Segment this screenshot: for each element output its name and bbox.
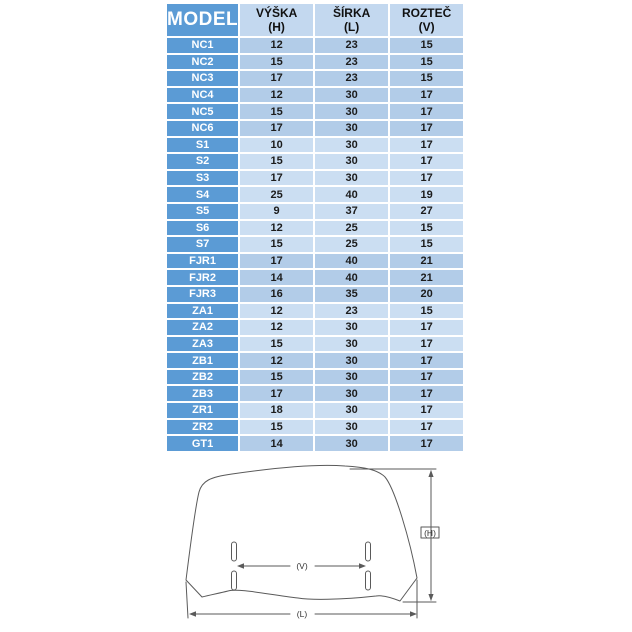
- sirka-cell: 30: [315, 386, 388, 401]
- vyska-cell: 15: [240, 154, 313, 169]
- sirka-cell: 23: [315, 38, 388, 53]
- header-sirka-title: ŠÍRKA: [332, 6, 371, 20]
- sirka-cell: 23: [315, 71, 388, 86]
- sirka-cell: 30: [315, 320, 388, 335]
- model-cell: NC2: [167, 55, 238, 70]
- vyska-cell: 12: [240, 38, 313, 53]
- model-cell: NC1: [167, 38, 238, 53]
- model-cell: S1: [167, 138, 238, 153]
- roztec-cell: 17: [390, 121, 463, 136]
- sirka-cell: 30: [315, 353, 388, 368]
- roztec-cell: 17: [390, 138, 463, 153]
- header-sirka-sub: (L): [343, 20, 360, 34]
- roztec-cell: 17: [390, 353, 463, 368]
- model-cell: S3: [167, 171, 238, 186]
- roztec-cell: 17: [390, 436, 463, 451]
- roztec-cell: 27: [390, 204, 463, 219]
- roztec-cell: 15: [390, 38, 463, 53]
- model-cell: S5: [167, 204, 238, 219]
- vyska-cell: 12: [240, 304, 313, 319]
- model-cell: S4: [167, 187, 238, 202]
- sirka-cell: 40: [315, 254, 388, 269]
- vyska-cell: 15: [240, 420, 313, 435]
- windscreen-outline: [186, 465, 417, 601]
- model-cell: ZR2: [167, 420, 238, 435]
- sirka-cell: 30: [315, 420, 388, 435]
- sirka-cell: 23: [315, 304, 388, 319]
- width-arrow-right: [410, 611, 417, 617]
- mount-slot-bottom-left: [232, 571, 237, 590]
- roztec-cell: 21: [390, 254, 463, 269]
- roztec-cell: 15: [390, 237, 463, 252]
- roztec-cell: 17: [390, 370, 463, 385]
- model-cell: ZA2: [167, 320, 238, 335]
- sirka-cell: 30: [315, 171, 388, 186]
- vyska-cell: 17: [240, 254, 313, 269]
- model-cell: NC5: [167, 104, 238, 119]
- width-arrow-left: [189, 611, 196, 617]
- vyska-cell: 18: [240, 403, 313, 418]
- model-cell: FJR1: [167, 254, 238, 269]
- vyska-cell: 12: [240, 88, 313, 103]
- sirka-cell: 30: [315, 154, 388, 169]
- vyska-cell: 14: [240, 436, 313, 451]
- height-arrow-bottom: [428, 594, 433, 601]
- sirka-cell: 30: [315, 121, 388, 136]
- height-arrow-top: [428, 470, 433, 477]
- sirka-cell: 23: [315, 55, 388, 70]
- roztec-cell: 17: [390, 386, 463, 401]
- roztec-cell: 17: [390, 88, 463, 103]
- sirka-cell: 35: [315, 287, 388, 302]
- vyska-cell: 15: [240, 337, 313, 352]
- vyska-cell: 15: [240, 55, 313, 70]
- roztec-cell: 17: [390, 171, 463, 186]
- header-model: MODEL: [167, 4, 238, 36]
- vyska-cell: 15: [240, 370, 313, 385]
- vyska-cell: 15: [240, 237, 313, 252]
- roztec-cell: 19: [390, 187, 463, 202]
- model-cell: S7: [167, 237, 238, 252]
- sirka-cell: 37: [315, 204, 388, 219]
- sirka-cell: 40: [315, 187, 388, 202]
- model-cell: ZR1: [167, 403, 238, 418]
- vyska-cell: 12: [240, 320, 313, 335]
- model-cell: NC4: [167, 88, 238, 103]
- pitch-arrow-right: [359, 563, 366, 569]
- model-cell: ZB1: [167, 353, 238, 368]
- roztec-cell: 17: [390, 320, 463, 335]
- sirka-cell: 30: [315, 436, 388, 451]
- roztec-cell: 17: [390, 403, 463, 418]
- sirka-cell: 40: [315, 270, 388, 285]
- vyska-cell: 16: [240, 287, 313, 302]
- roztec-cell: 17: [390, 420, 463, 435]
- roztec-cell: 21: [390, 270, 463, 285]
- height-label: (H): [424, 528, 436, 538]
- model-cell: ZB2: [167, 370, 238, 385]
- vyska-cell: 10: [240, 138, 313, 153]
- roztec-cell: 17: [390, 154, 463, 169]
- roztec-cell: 15: [390, 221, 463, 236]
- vyska-cell: 14: [240, 270, 313, 285]
- sirka-cell: 30: [315, 337, 388, 352]
- vyska-cell: 12: [240, 353, 313, 368]
- roztec-cell: 15: [390, 304, 463, 319]
- vyska-cell: 15: [240, 104, 313, 119]
- model-cell: S6: [167, 221, 238, 236]
- sirka-cell: 25: [315, 221, 388, 236]
- model-cell: NC6: [167, 121, 238, 136]
- header-roztec-title: ROZTEČ: [401, 6, 452, 20]
- width-label: (L): [296, 609, 308, 619]
- header-roztec-sub: (V): [418, 20, 435, 34]
- roztec-cell: 20: [390, 287, 463, 302]
- width-ext-left: [186, 582, 188, 618]
- vyska-cell: 17: [240, 71, 313, 86]
- vyska-cell: 25: [240, 187, 313, 202]
- roztec-cell: 17: [390, 337, 463, 352]
- model-cell: ZB3: [167, 386, 238, 401]
- sirka-cell: 30: [315, 370, 388, 385]
- model-cell: FJR2: [167, 270, 238, 285]
- sirka-cell: 30: [315, 403, 388, 418]
- model-cell: FJR3: [167, 287, 238, 302]
- header-vyska-sub: (H): [268, 20, 285, 34]
- vyska-cell: 17: [240, 121, 313, 136]
- sirka-cell: 30: [315, 138, 388, 153]
- roztec-cell: 15: [390, 71, 463, 86]
- mount-slot-bottom-right: [366, 571, 371, 590]
- model-cell: GT1: [167, 436, 238, 451]
- roztec-cell: 15: [390, 55, 463, 70]
- mount-slot-top-left: [232, 542, 237, 561]
- vyska-cell: 12: [240, 221, 313, 236]
- roztec-cell: 17: [390, 104, 463, 119]
- pitch-arrow-left: [237, 563, 244, 569]
- vyska-cell: 9: [240, 204, 313, 219]
- model-cell: ZA1: [167, 304, 238, 319]
- pitch-label: (V): [296, 561, 308, 571]
- mount-slot-top-right: [366, 542, 371, 561]
- model-cell: NC3: [167, 71, 238, 86]
- sirka-cell: 30: [315, 104, 388, 119]
- vyska-cell: 17: [240, 386, 313, 401]
- sirka-cell: 30: [315, 88, 388, 103]
- header-vyska-title: VÝŠKA: [255, 6, 298, 20]
- model-cell: ZA3: [167, 337, 238, 352]
- model-cell: S2: [167, 154, 238, 169]
- vyska-cell: 17: [240, 171, 313, 186]
- sirka-cell: 25: [315, 237, 388, 252]
